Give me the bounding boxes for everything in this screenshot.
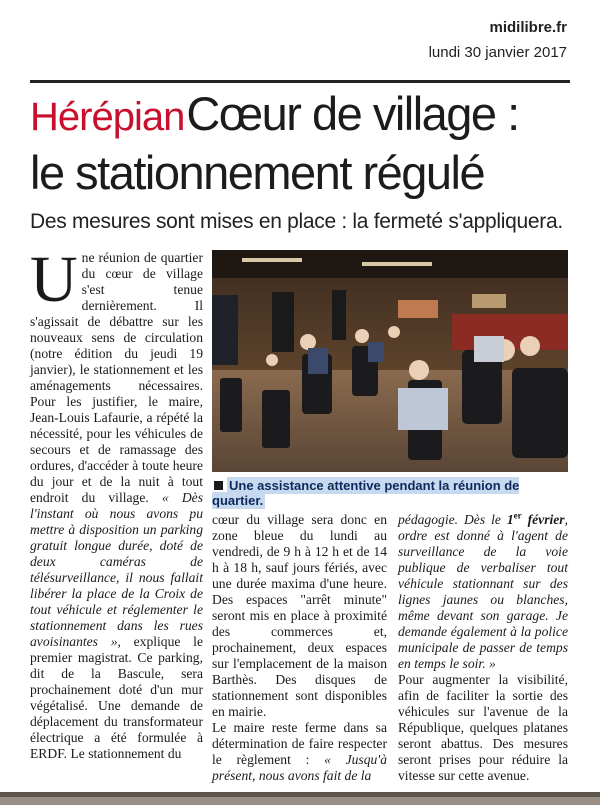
col3-date-bold: 1 bbox=[506, 512, 514, 527]
col3-quote-start: pédagogie. Dès le bbox=[398, 512, 501, 527]
bottom-edge bbox=[0, 792, 600, 805]
article-photo bbox=[212, 250, 568, 472]
col3-quote-rest: , ordre est donné à l'agent de surveillance de la voie publique de verbaliser tout véhicule stationnant sur des lignes jaunes ou blanches, même devant son garage. Je demande également à la police municipale de passer de temps en temps le soir. » bbox=[398, 512, 568, 671]
col3-ordinal: er bbox=[513, 510, 522, 521]
drop-cap: U bbox=[30, 243, 78, 316]
source-name: midilibre.fr bbox=[489, 19, 567, 36]
col1-paragraph-1: ne réunion de quartier du cœur de village s'est tenue dernièrement. Il s'agissait de débattre sur les nouveaux sens de circulation (notre édition du jeudi 19 janvier), le stationnement et les aménagements nécessaires. Pour les justifier, le maire, Jean-Louis Lafaurie, a répété la nécessité, pour les véhicules de secours et de ramassage des ordures, d'accéder à toute heure du jour et de la nuit à tout endroit du village. bbox=[30, 250, 203, 505]
article-column-1 bbox=[30, 243, 203, 762]
caption-square-icon bbox=[214, 481, 223, 490]
article-column-2 bbox=[212, 512, 387, 784]
col2-paragraph-2: Le maire reste ferme dans sa détermination de faire respecter le règlement : bbox=[212, 720, 387, 767]
meeting-room-photo bbox=[212, 250, 568, 472]
headline-line-2: le stationnement régulé bbox=[30, 146, 485, 199]
article-column-3 bbox=[398, 512, 568, 784]
caption-text: Une assistance attentive pendant la réunion de quartier. bbox=[212, 478, 520, 508]
headline bbox=[30, 86, 590, 200]
location-kicker: Hérépian bbox=[30, 95, 185, 139]
col3-paragraph: Pour augmenter la visibilité, afin de faciliter la sortie des véhicules sur l'avenue de la République, quelques platanes seront abattus. Des mesures seront prises pour réduire la vitesse sur cette avenue. bbox=[398, 672, 568, 783]
headline-line-1: Cœur de village : bbox=[186, 87, 519, 140]
col2-quote: « Jusqu'à présent, nous avons fait de la bbox=[212, 752, 388, 783]
photo-caption bbox=[212, 478, 568, 508]
publication-date: lundi 30 janvier 2017 bbox=[428, 44, 567, 61]
col3-month: février bbox=[521, 512, 565, 527]
col1-quote: « Dès l'instant où nous avons pu mettre à disposition un parking gratuit longue durée, doté de deux caméras de télésurveillance, il nous fallait libérer la place de la Croix de tout véhicule et réglementer le stationnement dans les rues avoisinantes » bbox=[30, 490, 203, 649]
header-rule bbox=[30, 80, 570, 83]
subheadline: Des mesures sont mises en place : la fermeté s'appliquera. bbox=[30, 210, 563, 233]
col1-paragraph-2: , explique le premier magistrat. Ce parking, dit de la Bascule, sera prochainement doté d'un mur végétalisé. Une demande de déplacement du transformateur électrique a été formulée à ERDF. Le stationnement du bbox=[30, 634, 203, 761]
col2-paragraph-1: cœur du village sera donc en zone bleue du lundi au vendredi, de 9 h à 12 h et de 14 h à 18 h, sauf jours fériés, avec une durée maxima d'une heure. Des espaces "arrêt minute" seront mis en place à proximité des commerces et, prochainement, deux espaces sur l'emplacement de la maison Barthès. Des disques de stationnement sont disponibles en mairie. bbox=[212, 512, 387, 719]
